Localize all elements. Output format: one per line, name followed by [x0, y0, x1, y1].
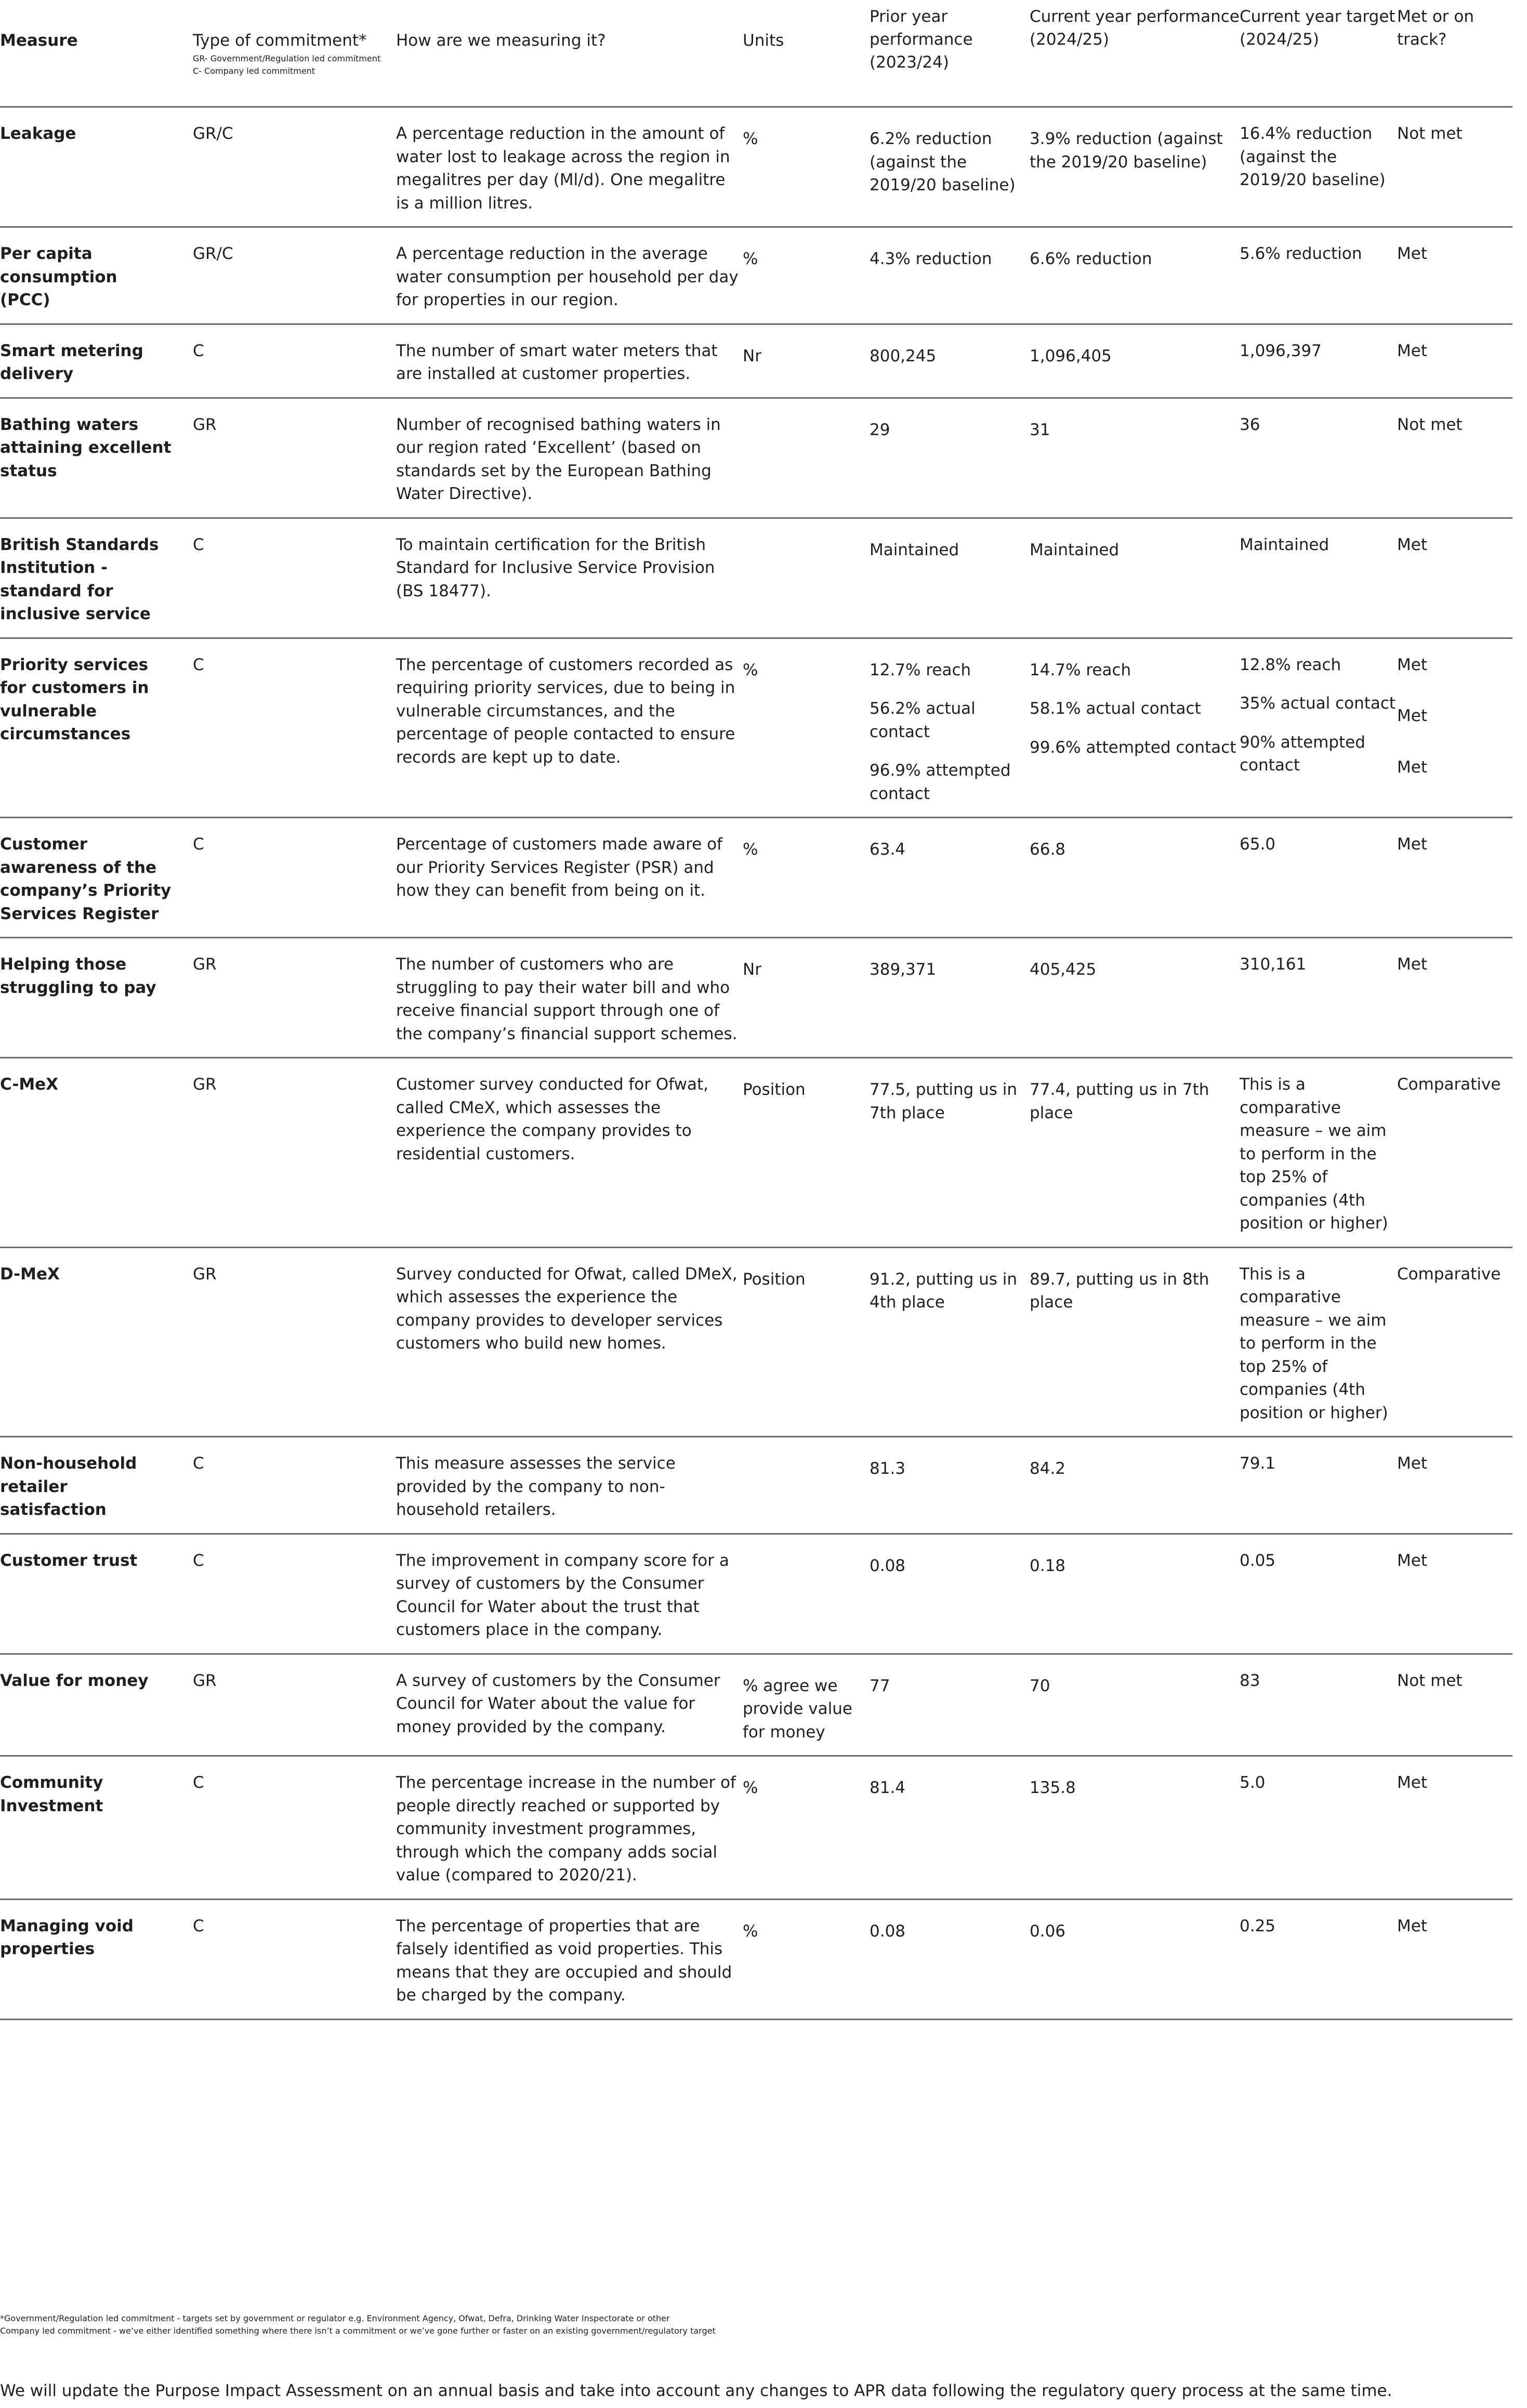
cell-units: % [743, 1756, 870, 1900]
cell-prior [870, 518, 1030, 638]
cell-current [1030, 1437, 1240, 1534]
cell-prior [870, 324, 1030, 398]
cell-target [1240, 638, 1397, 818]
cell-target-value: 16.4% reduction (against the 2019/20 baseline) [1240, 124, 1386, 189]
cell-prior-value: 81.3 [870, 1459, 906, 1478]
cell-how: Survey conducted for Ofwat, called DMeX, which assesses the experience the company provides to developer services customers who build new homes. [396, 1247, 743, 1437]
cell-how: A survey of customers by the Consumer Council for Water about the value for money provided by the company. [396, 1654, 743, 1756]
cell-current-value: 135.8 [1030, 1778, 1076, 1797]
cell-target [1240, 518, 1397, 638]
type-legend-c: C- Company led commitment [193, 66, 315, 76]
table-row [0, 818, 1512, 938]
table-row [0, 227, 1512, 324]
cell-met [1397, 1437, 1512, 1534]
cell-current-value: 70 [1030, 1676, 1050, 1695]
cell-current-value: 84.2 [1030, 1459, 1066, 1478]
cell-prior [870, 1756, 1030, 1900]
col-header-measure: Measure [0, 0, 193, 107]
cell-how: Number of recognised bathing waters in our region rated ‘Excellent’ (based on standards set by the European Bathing Water Directive). [396, 398, 743, 518]
table-row [0, 1437, 1512, 1534]
cell-how: The percentage of properties that are falsely identified as void properties. This means that they are occupied and should be charged by the company. [396, 1899, 743, 2019]
cell-type: C [193, 818, 396, 938]
cell-current [1030, 638, 1240, 818]
cell-target [1240, 1899, 1397, 2019]
cell-measure: C-MeX [0, 1058, 193, 1248]
cell-measure: Priority services for customers in vulnerable circumstances [0, 638, 193, 818]
cell-met-value: Met [1397, 1773, 1427, 1792]
cell-current-value: 6.6% reduction [1030, 250, 1152, 268]
cell-current [1030, 518, 1240, 638]
cell-current-value: 31 [1030, 420, 1050, 439]
cell-current-value: 77.4, putting us in 7th place [1030, 1080, 1209, 1122]
cell-current [1030, 227, 1240, 324]
cell-prior [870, 398, 1030, 518]
table-row [0, 324, 1512, 398]
cell-met-value: Not met [1397, 124, 1463, 143]
cell-current-value: 0.18 [1030, 1556, 1066, 1575]
cell-target-value: This is a comparative measure – we aim to perform in the top 25% of companies (4th position or higher) [1240, 1075, 1388, 1233]
cell-met [1397, 227, 1512, 324]
cell-met-value: Met [1397, 1916, 1427, 1935]
cell-target [1240, 1247, 1397, 1437]
cell-prior-value: 81.4 [870, 1778, 906, 1797]
cell-prior-value: Maintained [870, 540, 959, 559]
cell-prior [870, 1058, 1030, 1248]
cell-prior [870, 1654, 1030, 1756]
cell-target-value: This is a comparative measure – we aim to perform in the top 25% of companies (4th position or higher) [1240, 1264, 1388, 1422]
cell-measure: Customer awareness of the company’s Priority Services Register [0, 818, 193, 938]
cell-type: C [193, 518, 396, 638]
cell-target-value: 35% actual contact [1240, 694, 1396, 713]
cell-type: C [193, 1756, 396, 1900]
cell-met-value: Met [1397, 706, 1427, 725]
cell-met [1397, 638, 1512, 818]
cell-units: % [743, 638, 870, 818]
cell-met-value: Comparative [1397, 1075, 1501, 1094]
cell-type: C [193, 1899, 396, 2019]
table-row [0, 1756, 1512, 1900]
cell-met-value: Not met [1397, 1671, 1463, 1690]
table-row [0, 107, 1512, 227]
col-header-current: Current year performance (2024/25) [1030, 0, 1240, 107]
cell-met-value: Met [1397, 955, 1427, 974]
cell-units: Position [743, 1247, 870, 1437]
cell-prior-value: 0.08 [870, 1921, 906, 1941]
cell-how: The percentage increase in the number of people directly reached or supported by community investment programmes, through which the company adds social value (compared to 2020/21). [396, 1756, 743, 1900]
cell-target [1240, 107, 1397, 227]
cell-prior [870, 1437, 1030, 1534]
cell-units: % [743, 107, 870, 227]
cell-prior [870, 107, 1030, 227]
cell-prior [870, 818, 1030, 938]
cell-how: The percentage of customers recorded as requiring priority services, due to being in vulnerable circumstances, and the percentage of people contacted to ensure records are kept up to date. [396, 638, 743, 818]
cell-current [1030, 938, 1240, 1058]
cell-units: % [743, 818, 870, 938]
cell-type: C [193, 1437, 396, 1534]
cell-target [1240, 1437, 1397, 1534]
cell-met [1397, 1756, 1512, 1900]
cell-units [743, 398, 870, 518]
cell-met [1397, 518, 1512, 638]
cell-measure: British Standards Institution - standard for inclusive service [0, 518, 193, 638]
cell-prior-value: 0.08 [870, 1556, 906, 1575]
cell-current [1030, 324, 1240, 398]
col-header-type-label: Type of commitment* [193, 31, 367, 50]
cell-target [1240, 1534, 1397, 1654]
cell-met-value: Met [1397, 757, 1427, 777]
cell-met-value: Met [1397, 341, 1427, 360]
cell-target-value: 0.05 [1240, 1551, 1276, 1570]
cell-current [1030, 1654, 1240, 1756]
cell-type: C [193, 638, 396, 818]
cell-type: GR [193, 938, 396, 1058]
cell-target [1240, 938, 1397, 1058]
cell-target-value: 65.0 [1240, 835, 1276, 854]
cell-units: Nr [743, 324, 870, 398]
cell-how: Customer survey conducted for Ofwat, called CMeX, which assesses the experience the company provides to residential customers. [396, 1058, 743, 1248]
cell-met [1397, 107, 1512, 227]
cell-units: % [743, 1899, 870, 2019]
cell-target [1240, 1058, 1397, 1248]
col-header-units: Units [743, 0, 870, 107]
cell-prior [870, 1899, 1030, 2019]
cell-met-value: Not met [1397, 415, 1463, 434]
cell-met [1397, 1899, 1512, 2019]
cell-current-value: 0.06 [1030, 1921, 1066, 1941]
cell-current-value: 89.7, putting us in 8th place [1030, 1270, 1209, 1312]
cell-units: % [743, 227, 870, 324]
cell-measure: Managing void properties [0, 1899, 193, 2019]
table-header [0, 0, 1512, 107]
cell-current [1030, 1899, 1240, 2019]
cell-units [743, 1534, 870, 1654]
col-header-type [193, 0, 396, 107]
cell-units [743, 518, 870, 638]
closing-note: We will update the Purpose Impact Assessment on an annual basis and take into account any changes to APR data following the regulatory query process at the same time. [0, 2381, 1392, 2400]
cell-current [1030, 1247, 1240, 1437]
cell-met-value: Met [1397, 835, 1427, 854]
cell-prior-value: 96.9% attempted contact [870, 761, 1011, 803]
cell-current-value: 58.1% actual contact [1030, 699, 1201, 718]
cell-met [1397, 1654, 1512, 1756]
cell-how: The number of customers who are struggling to pay their water bill and who receive financial support through one of the company’s financial support schemes. [396, 938, 743, 1058]
cell-how: A percentage reduction in the amount of water lost to leakage across the region in megalitres per day (Ml/d). One megalitre is a million litres. [396, 107, 743, 227]
cell-met [1397, 324, 1512, 398]
cell-current-value: 66.8 [1030, 840, 1066, 859]
cell-prior-value: 91.2, putting us in 4th place [870, 1270, 1018, 1312]
cell-prior-value: 389,371 [870, 960, 937, 979]
cell-prior-value: 800,245 [870, 346, 937, 365]
cell-met-value: Met [1397, 535, 1427, 554]
footnote-line-2: Company led commitment - we’ve either identified something where there isn’t a commitment or we’ve gone further or faster on an existing government/regulatory target [0, 2326, 716, 2336]
cell-prior-value: 12.7% reach [870, 660, 971, 679]
cell-current-value: Maintained [1030, 540, 1120, 559]
cell-measure: Helping those struggling to pay [0, 938, 193, 1058]
cell-measure: Customer trust [0, 1534, 193, 1654]
footnote-line-1: *Government/Regulation led commitment - targets set by government or regulator e.g. Environment Agency, Ofwat, Defra, Drinking Water Inspectorate or other [0, 2313, 670, 2323]
cell-prior-value: 77 [870, 1676, 890, 1695]
cell-target [1240, 398, 1397, 518]
cell-prior [870, 638, 1030, 818]
table-row [0, 1247, 1512, 1437]
cell-met-value: Met [1397, 655, 1427, 674]
cell-how: The improvement in company score for a survey of customers by the Consumer Council for Water about the trust that customers place in the company. [396, 1534, 743, 1654]
cell-measure: Community Investment [0, 1756, 193, 1900]
cell-met [1397, 1058, 1512, 1248]
cell-prior-value: 56.2% actual contact [870, 699, 976, 741]
cell-target [1240, 1654, 1397, 1756]
cell-current [1030, 818, 1240, 938]
table-row [0, 1899, 1512, 2019]
cell-current [1030, 1534, 1240, 1654]
cell-type: GR [193, 1654, 396, 1756]
cell-measure: Smart metering delivery [0, 324, 193, 398]
cell-target-value: 12.8% reach [1240, 655, 1341, 674]
cell-type: GR [193, 398, 396, 518]
cell-met [1397, 818, 1512, 938]
cell-measure: D-MeX [0, 1247, 193, 1437]
cell-how: To maintain certification for the British Standard for Inclusive Service Provision (BS 18477). [396, 518, 743, 638]
cell-target [1240, 324, 1397, 398]
cell-how: Percentage of customers made aware of our Priority Services Register (PSR) and how they can benefit from being on it. [396, 818, 743, 938]
cell-measure: Value for money [0, 1654, 193, 1756]
cell-met [1397, 1534, 1512, 1654]
cell-prior [870, 1534, 1030, 1654]
type-legend-gr: GR- Government/Regulation led commitment [193, 54, 381, 63]
cell-met [1397, 398, 1512, 518]
cell-type: C [193, 1534, 396, 1654]
cell-current-value: 14.7% reach [1030, 660, 1131, 679]
cell-target-value: 36 [1240, 415, 1260, 434]
cell-type: GR [193, 1247, 396, 1437]
cell-prior-value: 77.5, putting us in 7th place [870, 1080, 1018, 1122]
table-row [0, 638, 1512, 818]
cell-target-value: 5.6% reduction [1240, 244, 1362, 263]
table-row [0, 398, 1512, 518]
cell-units: % agree we provide value for money [743, 1654, 870, 1756]
cell-target-value: Maintained [1240, 535, 1329, 554]
cell-type: C [193, 324, 396, 398]
cell-current-value: 405,425 [1030, 960, 1097, 979]
cell-prior-value: 63.4 [870, 840, 906, 859]
cell-target-value: 79.1 [1240, 1454, 1276, 1473]
table-body [0, 107, 1512, 2020]
cell-measure: Non-household retailer satisfaction [0, 1437, 193, 1534]
cell-prior-value: 29 [870, 420, 890, 439]
cell-measure: Leakage [0, 107, 193, 227]
cell-type: GR/C [193, 227, 396, 324]
cell-target-value: 5.0 [1240, 1773, 1266, 1792]
cell-measure: Bathing waters attaining excellent status [0, 398, 193, 518]
cell-current [1030, 107, 1240, 227]
col-header-target: Current year target (2024/25) [1240, 0, 1397, 107]
cell-target-value: 0.25 [1240, 1916, 1276, 1935]
col-header-met: Met or on track? [1397, 0, 1512, 107]
cell-prior [870, 938, 1030, 1058]
col-header-how: How are we measuring it? [396, 0, 743, 107]
cell-target-value: 83 [1240, 1671, 1260, 1690]
cell-met [1397, 938, 1512, 1058]
table-row [0, 938, 1512, 1058]
cell-units: Nr [743, 938, 870, 1058]
cell-met-value: Comparative [1397, 1264, 1501, 1284]
col-header-prior: Prior year performance (2023/24) [870, 0, 1030, 107]
cell-type: GR [193, 1058, 396, 1248]
cell-measure: Per capita consumption (PCC) [0, 227, 193, 324]
cell-prior-value: 6.2% reduction (against the 2019/20 baseline) [870, 129, 1016, 194]
cell-prior-value: 4.3% reduction [870, 250, 992, 268]
cell-current [1030, 1058, 1240, 1248]
table-row [0, 1534, 1512, 1654]
cell-current-value: 99.6% attempted contact [1030, 738, 1236, 757]
table-row [0, 1654, 1512, 1756]
cell-target [1240, 1756, 1397, 1900]
cell-target-value: 90% attempted contact [1240, 732, 1365, 775]
cell-current [1030, 398, 1240, 518]
cell-met-value: Met [1397, 1551, 1427, 1570]
footnote [0, 2312, 1507, 2337]
cell-type: GR/C [193, 107, 396, 227]
cell-met [1397, 1247, 1512, 1437]
cell-how: This measure assesses the service provided by the company to non-household retailers. [396, 1437, 743, 1534]
cell-met-value: Met [1397, 1454, 1427, 1473]
cell-target-value: 310,161 [1240, 955, 1307, 974]
cell-current [1030, 1756, 1240, 1900]
cell-prior [870, 227, 1030, 324]
table-row [0, 518, 1512, 638]
cell-current-value: 1,096,405 [1030, 346, 1112, 365]
cell-target [1240, 227, 1397, 324]
cell-current-value: 3.9% reduction (against the 2019/20 baseline) [1030, 129, 1223, 172]
cell-prior [870, 1247, 1030, 1437]
cell-target [1240, 818, 1397, 938]
table-row [0, 1058, 1512, 1248]
cell-how: The number of smart water meters that are installed at customer properties. [396, 324, 743, 398]
cell-target-value: 1,096,397 [1240, 341, 1322, 360]
cell-units [743, 1437, 870, 1534]
cell-met-value: Met [1397, 244, 1427, 263]
cell-how: A percentage reduction in the average water consumption per household per day for properties in our region. [396, 227, 743, 324]
cell-units: Position [743, 1058, 870, 1248]
